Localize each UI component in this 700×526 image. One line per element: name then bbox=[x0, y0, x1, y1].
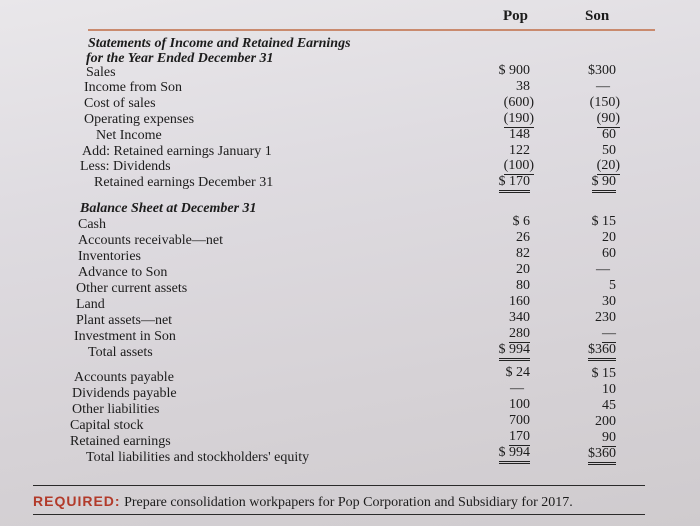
pop-investment-in-son: 280 bbox=[509, 326, 530, 341]
pop-cash: $ 6 bbox=[512, 214, 530, 229]
pop-cost-of-sales: (600) bbox=[503, 95, 534, 110]
pop-plant-assets: 340 bbox=[509, 310, 530, 325]
son-advance-to-son: — bbox=[596, 262, 610, 277]
son-total-assets: $360 bbox=[588, 342, 616, 361]
son-sales: $300 bbox=[588, 63, 616, 78]
pop-other-current-assets: 80 bbox=[516, 278, 530, 293]
pop-total-assets: $ 994 bbox=[499, 342, 531, 361]
row-label-add-retained-earnings: Add: Retained earnings January 1 bbox=[82, 144, 272, 159]
pop-other-liabilities: 100 bbox=[509, 397, 530, 412]
row-label-land: Land bbox=[76, 297, 105, 312]
son-accounts-receivable: 20 bbox=[602, 230, 616, 245]
column-header-pop: Pop bbox=[503, 8, 529, 24]
pop-operating-expenses: (190) bbox=[503, 111, 534, 126]
row-label-other-liabilities: Other liabilities bbox=[72, 402, 160, 417]
pop-dividends-payable: — bbox=[510, 381, 524, 396]
row-label-advance-to-son: Advance to Son bbox=[78, 265, 168, 280]
son-other-current-assets: 5 bbox=[609, 278, 616, 293]
son-cash: $ 15 bbox=[591, 214, 616, 229]
son-dividends: (20) bbox=[596, 158, 620, 173]
son-operating-expenses: (90) bbox=[596, 111, 620, 126]
header-rule bbox=[88, 29, 655, 31]
pop-land: 160 bbox=[509, 294, 530, 309]
son-net-income: 60 bbox=[602, 127, 616, 142]
pop-retained-earnings: 170 bbox=[509, 429, 530, 444]
pop-advance-to-son: 20 bbox=[516, 262, 530, 277]
son-dividends-payable: 10 bbox=[602, 382, 616, 397]
row-label-less-dividends: Less: Dividends bbox=[80, 159, 171, 174]
pop-total-liabilities-equity: $ 994 bbox=[499, 445, 531, 464]
income-statement-subtitle: for the Year Ended December 31 bbox=[86, 51, 274, 66]
pop-capital-stock: 700 bbox=[509, 413, 530, 428]
son-retained-earnings-dec: $ 90 bbox=[592, 174, 617, 193]
row-label-total-assets: Total assets bbox=[88, 345, 153, 360]
son-investment-in-son: — bbox=[602, 326, 616, 341]
pop-accounts-receivable: 26 bbox=[516, 230, 530, 245]
row-label-capital-stock: Capital stock bbox=[70, 418, 144, 433]
son-inventories: 60 bbox=[602, 246, 616, 261]
row-label-retained-earnings-dec: Retained earnings December 31 bbox=[94, 175, 274, 190]
row-label-investment-in-son: Investment in Son bbox=[74, 329, 176, 344]
son-income-from-son: — bbox=[596, 79, 610, 94]
pop-accounts-payable: $ 24 bbox=[505, 365, 530, 380]
row-label-cost-of-sales: Cost of sales bbox=[84, 96, 156, 111]
row-label-accounts-receivable: Accounts receivable—net bbox=[78, 233, 223, 248]
row-label-operating-expenses: Operating expenses bbox=[84, 112, 195, 127]
balance-sheet-title: Balance Sheet at December 31 bbox=[80, 201, 257, 216]
row-label-plant-assets: Plant assets—net bbox=[76, 313, 173, 328]
pop-retained-earnings-dec: $ 170 bbox=[499, 174, 531, 193]
row-label-retained-earnings: Retained earnings bbox=[70, 434, 171, 449]
row-label-net-income: Net Income bbox=[96, 128, 162, 143]
son-total-liabilities-equity: $360 bbox=[588, 446, 616, 465]
pop-dividends: (100) bbox=[503, 158, 534, 173]
required-label: REQUIRED: bbox=[33, 493, 121, 509]
son-land: 30 bbox=[602, 294, 616, 309]
row-label-accounts-payable: Accounts payable bbox=[74, 370, 174, 385]
pop-inventories: 82 bbox=[516, 246, 530, 261]
son-other-liabilities: 45 bbox=[602, 398, 616, 413]
son-cost-of-sales: (150) bbox=[589, 95, 620, 110]
son-retained-earnings: 90 bbox=[602, 430, 616, 445]
column-header-son: Son bbox=[585, 8, 610, 24]
income-statement-title: Statements of Income and Retained Earnings bbox=[88, 36, 351, 51]
pop-income-from-son: 38 bbox=[516, 79, 530, 94]
row-label-cash: Cash bbox=[78, 217, 106, 232]
required-text: Prepare consolidation workpapers for Pop Corporation and Subsidiary for 2017. bbox=[124, 495, 573, 510]
son-retained-earnings-jan: 50 bbox=[602, 143, 616, 158]
row-label-sales: Sales bbox=[86, 65, 116, 80]
pop-sales: $ 900 bbox=[498, 63, 530, 78]
son-plant-assets: 230 bbox=[595, 310, 616, 325]
row-label-other-current-assets: Other current assets bbox=[76, 281, 188, 296]
row-label-total-liabilities-equity: Total liabilities and stockholders' equity bbox=[86, 450, 310, 465]
pop-retained-earnings-jan: 122 bbox=[509, 143, 530, 158]
son-capital-stock: 200 bbox=[595, 414, 616, 429]
required-top-rule bbox=[33, 485, 645, 486]
row-label-inventories: Inventories bbox=[78, 249, 141, 264]
required-bottom-rule bbox=[33, 514, 645, 515]
pop-net-income: 148 bbox=[509, 127, 530, 142]
son-accounts-payable: $ 15 bbox=[591, 366, 616, 381]
required-instruction bbox=[33, 493, 573, 511]
row-label-dividends-payable: Dividends payable bbox=[72, 386, 177, 401]
row-label-income-from-son: Income from Son bbox=[84, 80, 182, 95]
